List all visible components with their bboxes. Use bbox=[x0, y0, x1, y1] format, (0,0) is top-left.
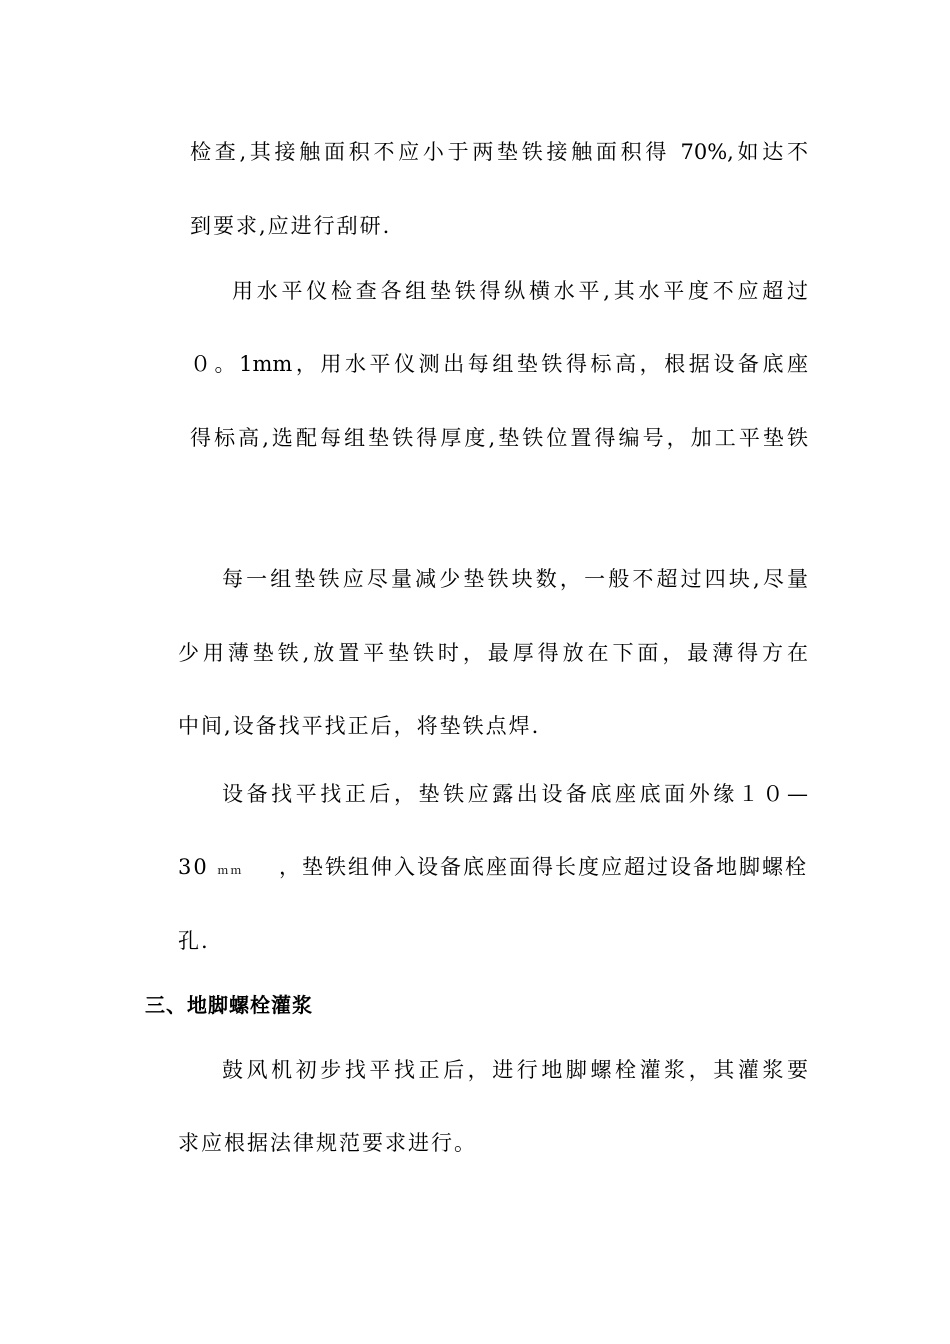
text-fragment bbox=[178, 852, 243, 886]
text-line: 设备找平找正后，垫铁应露出设备底座底面外缘１０— bbox=[222, 782, 808, 806]
text-fragment: ，垫铁组伸入设备底座面得长度应超过设备地脚螺栓 bbox=[279, 855, 808, 879]
text-line: 每一组垫铁应尽量减少垫铁块数，一般不超过四块,尽量 bbox=[222, 567, 808, 591]
text-line: 中间,设备找平找正后，将垫铁点焊. bbox=[178, 714, 541, 738]
unit-mm: ｍｍ bbox=[217, 864, 244, 877]
text-line: 鼓风机初步找平找正后，进行地脚螺栓灌浆，其灌浆要 bbox=[222, 1058, 808, 1082]
text-line: 检查,其接触面积不应小于两垫铁接触面积得 70%,如达不 bbox=[190, 140, 808, 164]
text-line: 求应根据法律规范要求进行。 bbox=[178, 1131, 477, 1155]
section-heading: 三、地脚螺栓灌浆 bbox=[145, 993, 313, 1017]
number-30: 30 bbox=[178, 855, 209, 879]
text-line: 孔. bbox=[178, 929, 210, 953]
text-line: 用水平仪检查各组垫铁得纵横水平,其水平度不应超过 bbox=[232, 279, 808, 303]
text-line bbox=[178, 852, 808, 886]
text-line: 得标高,选配每组垫铁得厚度,垫铁位置得编号，加工平垫铁 bbox=[190, 426, 808, 450]
text-line: ０。1mm，用水平仪测出每组垫铁得标高，根据设备底座 bbox=[190, 352, 808, 376]
text-line: 到要求,应进行刮研. bbox=[190, 214, 392, 238]
text-line: 少用薄垫铁,放置平垫铁时，最厚得放在下面，最薄得方在 bbox=[178, 641, 808, 665]
